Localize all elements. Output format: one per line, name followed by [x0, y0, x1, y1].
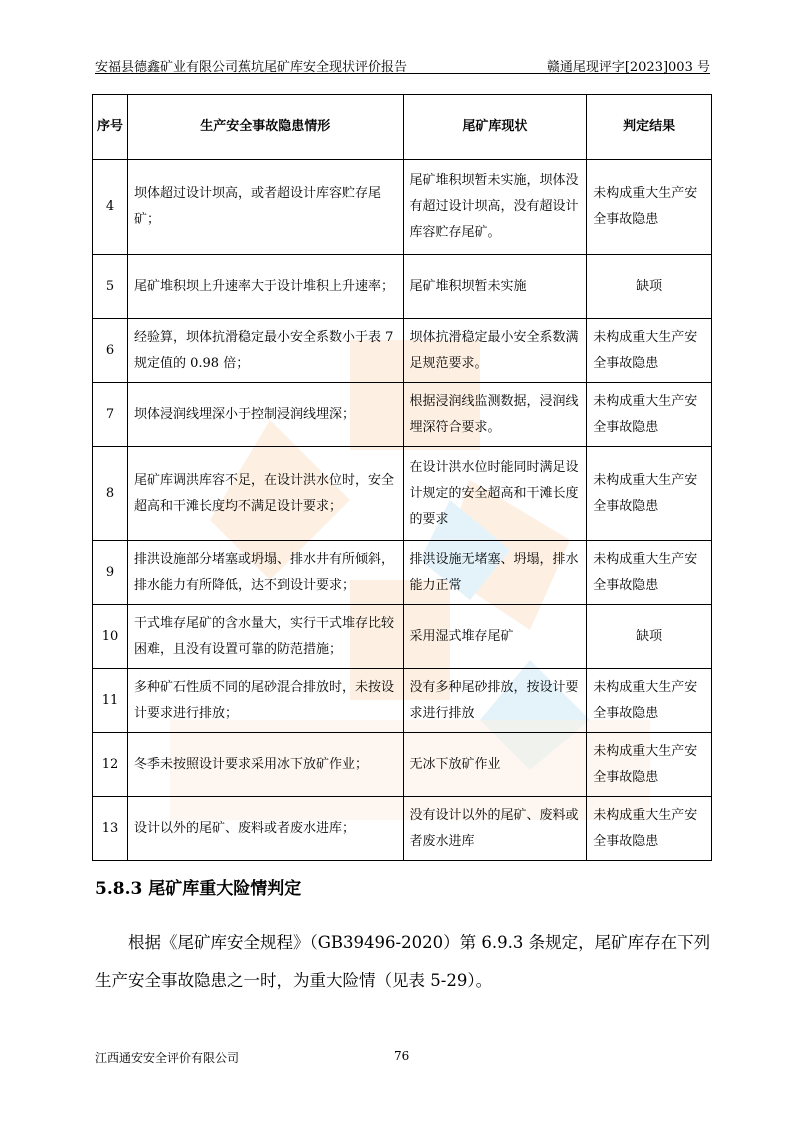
footer-company: 江西通安安全评价有限公司	[95, 1051, 240, 1065]
table-row	[93, 319, 712, 383]
row-result: 缺项	[587, 605, 712, 669]
row-status: 采用湿式堆存尾矿	[403, 605, 587, 669]
row-result: 未构成重大生产安全事故隐患	[587, 447, 712, 541]
table-row	[93, 605, 712, 669]
row-no: 11	[93, 669, 128, 733]
table-row	[93, 797, 712, 861]
row-no: 6	[93, 319, 128, 383]
header-report-number: 赣通尾现评字[2023]003 号	[546, 60, 710, 75]
table-header-row	[93, 95, 712, 160]
row-result: 未构成重大生产安全事故隐患	[587, 733, 712, 797]
row-status: 无冰下放矿作业	[403, 733, 587, 797]
table-row	[93, 733, 712, 797]
row-no: 9	[93, 541, 128, 605]
row-status: 尾矿堆积坝暂未实施	[403, 255, 587, 319]
row-status: 没有多种尾砂排放，按设计要求进行排放	[403, 669, 587, 733]
header-report-title: 安福县德鑫矿业有限公司蕉坑尾矿库安全现状评价报告	[95, 60, 408, 75]
row-condition: 尾矿库调洪库容不足，在设计洪水位时，安全超高和干滩长度均不满足设计要求；	[127, 447, 403, 541]
row-status: 在设计洪水位时能同时满足设计规定的安全超高和干滩长度的要求	[403, 447, 587, 541]
row-no: 8	[93, 447, 128, 541]
row-no: 13	[93, 797, 128, 861]
column-header-result: 判定结果	[587, 95, 712, 160]
row-status: 排洪设施无堵塞、坍塌，排水能力正常	[403, 541, 587, 605]
column-header-status: 尾矿库现状	[403, 95, 587, 160]
row-condition: 尾矿堆积坝上升速率大于设计堆积上升速率；	[127, 255, 403, 319]
row-condition: 冬季未按照设计要求采用冰下放矿作业；	[127, 733, 403, 797]
row-result: 未构成重大生产安全事故隐患	[587, 383, 712, 447]
row-condition: 干式堆存尾矿的含水量大，实行干式堆存比较困难，且没有设置可靠的防范措施；	[127, 605, 403, 669]
page-header	[95, 54, 710, 74]
row-result: 未构成重大生产安全事故隐患	[587, 160, 712, 255]
row-status: 没有设计以外的尾矿、废料或者废水进库	[403, 797, 587, 861]
row-condition: 坝体浸润线埋深小于控制浸润线埋深；	[127, 383, 403, 447]
row-result: 未构成重大生产安全事故隐患	[587, 797, 712, 861]
table-row	[93, 160, 712, 255]
row-condition: 坝体超过设计坝高，或者超设计库容贮存尾矿；	[127, 160, 403, 255]
table-row	[93, 541, 712, 605]
column-header-no: 序号	[93, 95, 128, 160]
row-no: 4	[93, 160, 128, 255]
hazard-assessment-table	[92, 94, 712, 861]
column-header-condition: 生产安全事故隐患情形	[127, 95, 403, 160]
page-number: 76	[394, 1049, 410, 1063]
row-condition: 多种矿石性质不同的尾砂混合排放时，未按设计要求进行排放；	[127, 669, 403, 733]
row-condition: 经验算，坝体抗滑稳定最小安全系数小于表 7 规定值的 0.98 倍；	[127, 319, 403, 383]
row-result: 缺项	[587, 255, 712, 319]
row-no: 12	[93, 733, 128, 797]
body-paragraph: 根据《尾矿库安全规程》（GB39496-2020）第 6.9.3 条规定，尾矿库存在下列生产安全事故隐患之一时，为重大险情（见表 5-29）。	[95, 933, 711, 990]
row-status: 坝体抗滑稳定最小安全系数满足规范要求。	[403, 319, 587, 383]
table-row	[93, 383, 712, 447]
row-no: 7	[93, 383, 128, 447]
row-result: 未构成重大生产安全事故隐患	[587, 319, 712, 383]
row-no: 5	[93, 255, 128, 319]
row-result: 未构成重大生产安全事故隐患	[587, 541, 712, 605]
table-row	[93, 669, 712, 733]
row-condition: 设计以外的尾矿、废料或者废水进库；	[127, 797, 403, 861]
row-status: 尾矿堆积坝暂未实施，坝体没有超过设计坝高，没有超设计库容贮存尾矿。	[403, 160, 587, 255]
header-divider	[95, 73, 710, 74]
table-row	[93, 255, 712, 319]
row-status: 根据浸润线监测数据，浸润线埋深符合要求。	[403, 383, 587, 447]
section-heading: 5.8.3 尾矿库重大险情判定	[95, 879, 302, 899]
table-row	[93, 447, 712, 541]
row-condition: 排洪设施部分堵塞或坍塌、排水井有所倾斜，排水能力有所降低，达不到设计要求；	[127, 541, 403, 605]
row-no: 10	[93, 605, 128, 669]
row-result: 未构成重大生产安全事故隐患	[587, 669, 712, 733]
